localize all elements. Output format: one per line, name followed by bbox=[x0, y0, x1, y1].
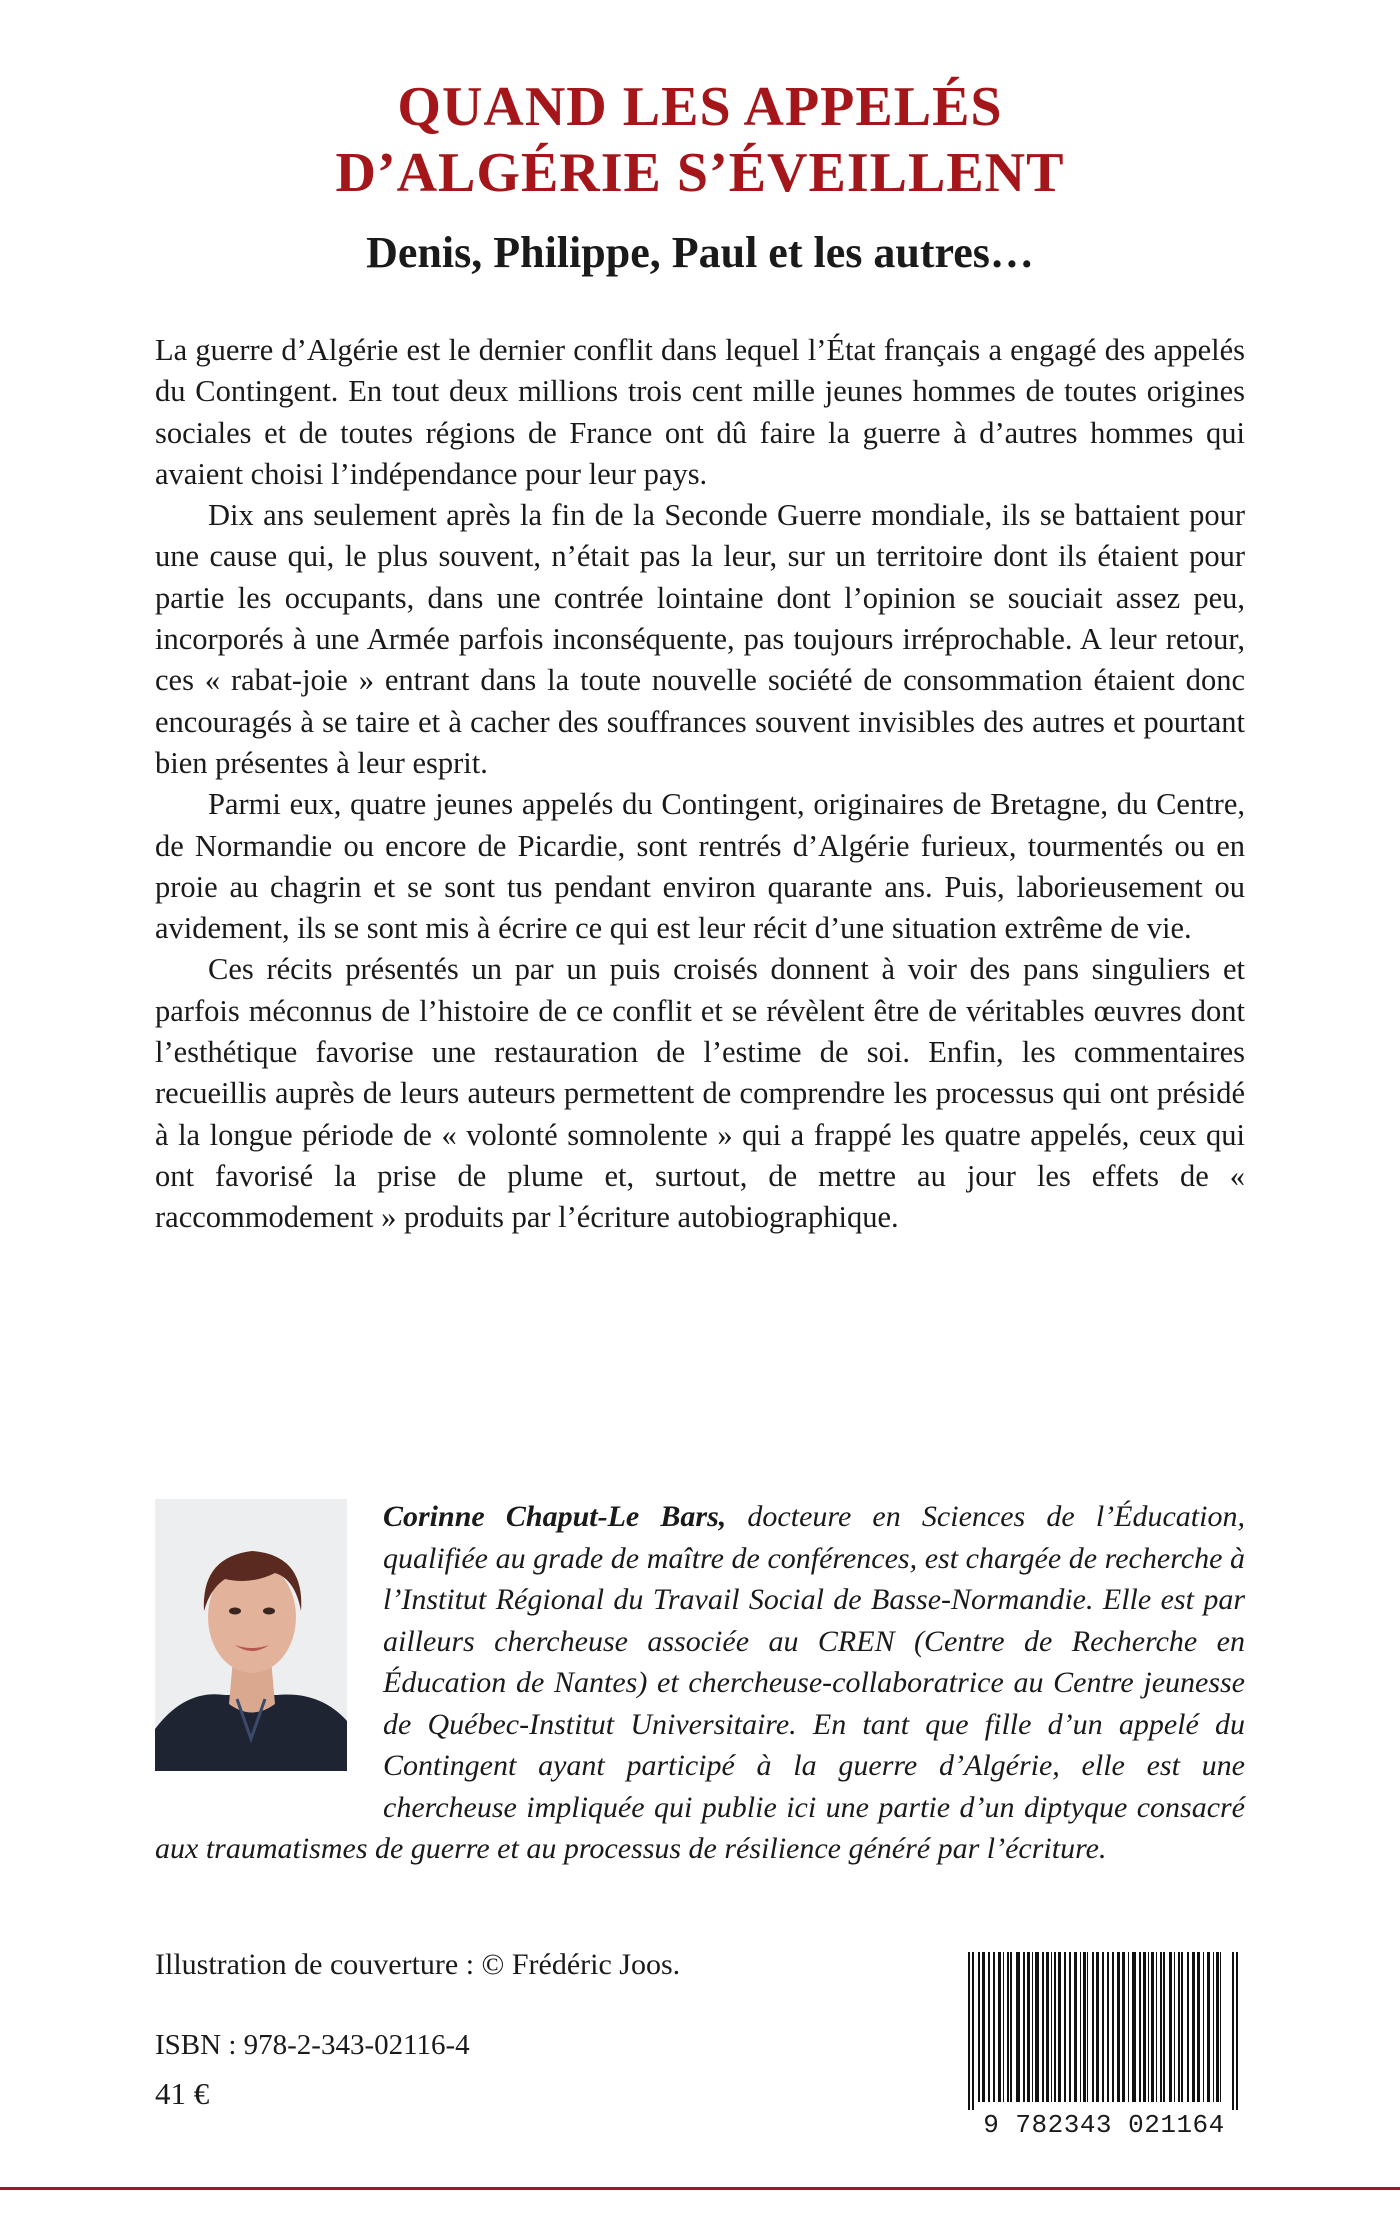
bottom-divider bbox=[0, 2187, 1400, 2190]
barcode-bar bbox=[1064, 1952, 1066, 2102]
barcode-bar bbox=[1216, 1952, 1219, 2102]
barcode-bar bbox=[1174, 1952, 1175, 2102]
barcode-bar bbox=[1207, 1952, 1210, 2102]
barcode-bar bbox=[988, 1952, 990, 2102]
barcode-bar bbox=[1102, 1952, 1104, 2102]
barcode-bar bbox=[1213, 1952, 1214, 2102]
barcode-bar bbox=[1181, 1952, 1183, 2102]
barcode-bar bbox=[1058, 1952, 1061, 2102]
barcode-bar bbox=[1128, 1952, 1129, 2102]
summary-paragraph-3: Parmi eux, quatre jeunes appelés du Contingent, originaires de Bretagne, du Centre, de Normandie ou encore de Picardie, sont rentrés d’Algérie furieux, tourmentés ou en proie au chagrin et se sont tus pendant environ quarante ans. Puis, laborieusement ou avidement, ils se sont mis à écrire ce qui est leur récit d’une situation extrême de vie. bbox=[155, 787, 1245, 946]
barcode-bar bbox=[1051, 1952, 1052, 2102]
barcode-digits: 9 782343 021164 bbox=[968, 2110, 1240, 2140]
barcode-guard-bar bbox=[1232, 1952, 1234, 2112]
barcode-bar bbox=[1169, 1952, 1172, 2102]
barcode-bar bbox=[982, 1952, 985, 2102]
barcode-bar bbox=[1112, 1952, 1114, 2102]
barcode-guard-bar bbox=[972, 1952, 974, 2112]
barcode-bar bbox=[1160, 1952, 1162, 2102]
barcode-bar bbox=[1151, 1952, 1154, 2102]
barcode-bar bbox=[1007, 1952, 1009, 2102]
barcode-bar bbox=[1156, 1952, 1157, 2102]
barcode-bar bbox=[1035, 1952, 1039, 2102]
barcode-bar bbox=[1054, 1952, 1056, 2102]
barcode-bar bbox=[1203, 1952, 1204, 2102]
barcode-bar bbox=[1192, 1952, 1195, 2102]
author-name: Corinne Chaput-Le Bars, bbox=[383, 1500, 727, 1533]
barcode-bar bbox=[1187, 1952, 1189, 2102]
barcode-bar bbox=[1083, 1952, 1086, 2102]
barcode-bar bbox=[1016, 1952, 1020, 2102]
barcode-bar bbox=[1087, 1952, 1088, 2102]
title-line-2: D’ALGÉRIE S’ÉVEILLENT bbox=[335, 142, 1065, 204]
summary-text bbox=[155, 330, 1245, 1239]
barcode-bar bbox=[1139, 1952, 1141, 2102]
barcode-bar bbox=[1220, 1952, 1221, 2102]
barcode-bar bbox=[1069, 1952, 1071, 2102]
author-bio-text: docteure en Sciences de l’Éducation, qualifiée au grade de maître de conférences, est chargée de recherche à l’Institut Régional du Travail Social de Basse-Normandie. Elle est par ailleurs chercheuse associée au CREN (Centre de Recherche en Éducation de Nantes) et chercheuse-collaboratrice au Centre jeunesse de Québec-Institut Universitaire. En tant que fille d’un appelé du Contingent ayant participé à la guerre d’Algérie, elle est une chercheuse impliquée qui publie ici une partie d’un diptyque consacré aux traumatismes de guerre et au processus de résilience généré par l’écriture. bbox=[155, 1500, 1245, 1865]
barcode-bar bbox=[1122, 1952, 1125, 2102]
barcode-bar bbox=[1132, 1952, 1136, 2102]
price: 41 € bbox=[155, 2076, 210, 2111]
barcode-bar bbox=[1178, 1952, 1180, 2102]
barcode-bar bbox=[1148, 1952, 1149, 2102]
barcode-bar bbox=[1074, 1952, 1077, 2102]
barcode-bar bbox=[1096, 1952, 1099, 2102]
barcode-bar bbox=[1197, 1952, 1200, 2102]
isbn: ISBN : 978-2-343-02116-4 bbox=[155, 2029, 470, 2061]
title-line-1: QUAND LES APPELÉS bbox=[397, 76, 1003, 138]
barcode-guard-bar bbox=[968, 1952, 970, 2112]
barcode-bar bbox=[1042, 1952, 1044, 2102]
cover-credit: Illustration de couverture : © Frédéric Joos. bbox=[155, 1948, 681, 1981]
barcode-guard-bar bbox=[1236, 1952, 1238, 2112]
barcode-bar bbox=[1080, 1952, 1081, 2102]
barcode-bar bbox=[998, 1952, 1001, 2102]
barcode-bar bbox=[1117, 1952, 1120, 2102]
barcode-bar bbox=[1023, 1952, 1025, 2102]
barcode-bar bbox=[1010, 1952, 1012, 2102]
barcode-bar bbox=[1163, 1952, 1165, 2102]
barcode-bar bbox=[1032, 1952, 1033, 2102]
book-subtitle: Denis, Philippe, Paul et les autres… bbox=[366, 228, 1034, 277]
summary-paragraph-1: La guerre d’Algérie est le dernier conflit dans lequel l’État français a engagé des appelés du Contingent. En tout deux millions trois cent mille jeunes hommes de toutes origines sociales et de toutes régions de France ont dû faire la guerre à d’autres hommes qui avaient choisi l’indépendance pour leur pays. bbox=[155, 333, 1245, 491]
barcode-bar bbox=[1046, 1952, 1049, 2102]
summary-paragraph-2: Dix ans seulement après la fin de la Seconde Guerre mondiale, ils se battaient pour une cause qui, le plus souvent, n’était pas la leur, sur un territoire dont ils étaient pour partie les occupants, dans une contrée lointaine dont l’opinion se souciait assez peu, incorporés à une Armée parfois inconséquente, pas toujours irréprochable. A leur retour, ces « rabat-joie » entrant dans la toute nouvelle société de consommation étaient donc encouragés à se taire et à cacher des souffrances souvent invisibles des autres et pourtant bien présentes à leur esprit. bbox=[155, 498, 1245, 780]
barcode-bar bbox=[1003, 1952, 1004, 2102]
barcode-bar bbox=[1143, 1952, 1146, 2102]
barcode-bar bbox=[1107, 1952, 1109, 2102]
barcode-bar bbox=[1027, 1952, 1030, 2102]
book-title bbox=[0, 74, 1400, 206]
author-bio bbox=[155, 1496, 1245, 1870]
barcode-bar bbox=[1092, 1952, 1094, 2102]
summary-paragraph-4: Ces récits présentés un par un puis croisés donnent à voir des pans singuliers et parfois méconnus de l’histoire de ce conflit et se révèlent être de véritables œuvres dont l’esthétique favorise une restauration de l’estime de soi. Enfin, les commentaires recueillis auprès de leurs auteurs permettent de comprendre les processus qui ont présidé à la longue période de « volonté somnolente » qui a frappé les quatre appelés, ceux qui ont favorisé la prise de plume et, surtout, de mettre au jour les effets de « raccommodement » produits par l’écriture autobiographique. bbox=[155, 952, 1245, 1235]
barcode-bar bbox=[993, 1952, 995, 2102]
barcode-bar bbox=[978, 1952, 980, 2102]
barcode-bars bbox=[968, 1952, 1240, 2112]
